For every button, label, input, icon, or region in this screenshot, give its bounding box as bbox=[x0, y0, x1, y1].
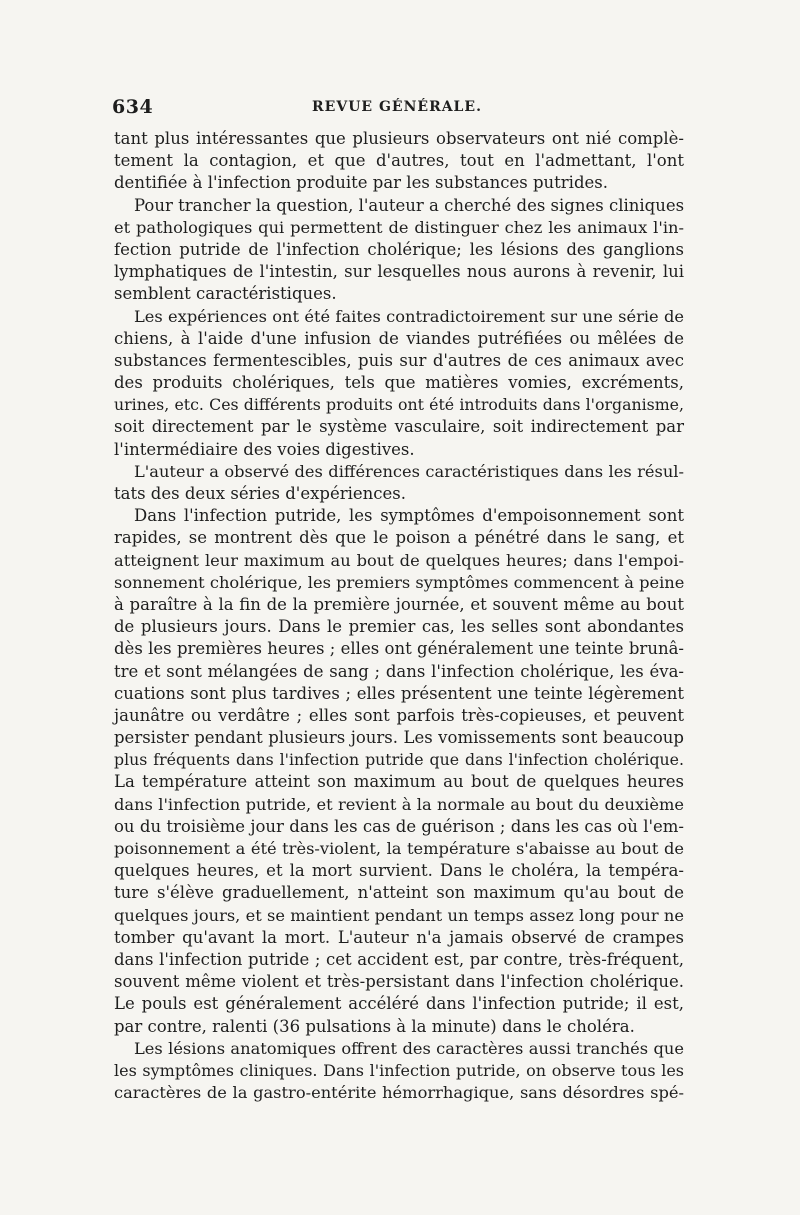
text-line: tomber qu'avant la mort. L'auteur n'a jamais observé de crampes bbox=[114, 927, 684, 947]
text-line: substances fermentescibles, puis sur d'autres de ces animaux avec bbox=[114, 350, 684, 370]
text-line: et pathologiques qui permettent de distinguer chez les animaux l'in- bbox=[114, 217, 684, 237]
text-line: persister pendant plusieurs jours. Les vomissements sont beaucoup bbox=[114, 728, 684, 748]
page-header bbox=[112, 96, 682, 122]
paragraph-start: L'auteur a observé des différences caractéristiques dans les résul- bbox=[134, 461, 684, 481]
text-line: lymphatiques de l'intestin, sur lesquelles nous aurons à revenir, lui bbox=[114, 262, 684, 282]
text-line: de plusieurs jours. Dans le premier cas, les selles sont abondantes bbox=[114, 617, 684, 637]
text-line: tre et sont mélangées de sang ; dans l'infection cholérique, les éva- bbox=[114, 661, 684, 681]
text-line: cuations sont plus tardives ; elles présentent une teinte légèrement bbox=[114, 683, 684, 703]
text-line: ou du troisième jour dans les cas de guérison ; dans les cas où l'em- bbox=[114, 816, 684, 836]
text-line: quelques heures, et la mort survient. Dans le choléra, la tempéra- bbox=[114, 861, 684, 881]
text-line: quelques jours, et se maintient pendant un temps assez long pour ne bbox=[114, 905, 684, 925]
text-line: poisonnement a été très-violent, la température s'abaisse au bout de bbox=[114, 839, 684, 858]
text-line: rapides, se montrent dès que le poison a pénétré dans le sang, et bbox=[114, 528, 684, 548]
text-line: à paraître à la fin de la première journée, et souvent même au bout bbox=[114, 594, 684, 614]
text-line: tement la contagion, et que d'autres, tout en l'admettant, l'ont bbox=[114, 151, 684, 171]
paragraph-start: Les lésions anatomiques offrent des caractères aussi tranchés que bbox=[134, 1038, 684, 1058]
text-line: semblent caractéristiques. bbox=[114, 284, 337, 304]
text-line: caractères de la gastro-entérite hémorrhagique, sans désordres spé- bbox=[114, 1083, 684, 1103]
text-line: l'intermédiaire des voies digestives. bbox=[114, 439, 415, 459]
text-line: dans l'infection putride ; cet accident est, par contre, très-fréquent, bbox=[114, 949, 684, 969]
body-text bbox=[114, 128, 684, 1104]
text-line: dès les premières heures ; elles ont généralement une teinte brunâ- bbox=[114, 639, 684, 659]
text-line: par contre, ralenti (36 pulsations à la minute) dans le choléra. bbox=[114, 1016, 635, 1036]
text-line: les symptômes cliniques. Dans l'infection putride, on observe tous les bbox=[114, 1060, 684, 1080]
text-line: souvent même violent et très-persistant dans l'infection cholérique. bbox=[114, 972, 684, 992]
text-line: sonnement cholérique, les premiers symptômes commencent à peine bbox=[114, 572, 685, 592]
text-line: dentifiée à l'infection produite par les substances putrides. bbox=[114, 173, 609, 193]
paragraph-start: Dans l'infection putride, les symptômes d'empoisonnement sont bbox=[134, 506, 684, 526]
text-line: tats des deux séries d'expériences. bbox=[114, 484, 406, 503]
text-line: chiens, à l'aide d'une infusion de viandes putréfiées ou mêlées de bbox=[114, 328, 684, 348]
text-line: atteignent leur maximum au bout de quelques heures; dans l'empoi- bbox=[114, 550, 684, 570]
running-head: REVUE GÉNÉRALE. bbox=[312, 99, 482, 115]
text-line: urines, etc. Ces différents produits ont été introduits dans l'organisme, bbox=[114, 395, 684, 415]
text-line: tant plus intéressantes que plusieurs observateurs ont nié complè- bbox=[114, 129, 684, 148]
text-line: dans l'infection putride, et revient à la normale au bout du deuxième bbox=[114, 794, 684, 814]
page-number: 634 bbox=[112, 96, 154, 118]
text-line: La température atteint son maximum au bout de quelques heures bbox=[114, 772, 684, 792]
text-line: Le pouls est généralement accéléré dans l'infection putride; il est, bbox=[114, 994, 684, 1014]
paragraph-start: Pour trancher la question, l'auteur a cherché des signes cliniques bbox=[134, 195, 685, 215]
text-line: jaunâtre ou verdâtre ; elles sont parfois très-copieuses, et peuvent bbox=[114, 705, 684, 725]
text-line: des produits cholériques, tels que matières vomies, excréments, bbox=[114, 373, 684, 393]
text-line: ture s'élève graduellement, n'atteint son maximum qu'au bout de bbox=[114, 883, 684, 903]
text-line: plus fréquents dans l'infection putride que dans l'infection cholérique. bbox=[114, 750, 684, 770]
text-line: soit directement par le système vasculaire, soit indirectement par bbox=[114, 417, 684, 437]
paragraph-start: Les expériences ont été faites contradictoirement sur une série de bbox=[134, 306, 684, 326]
text-line: fection putride de l'infection cholérique; les lésions des ganglions bbox=[114, 239, 684, 259]
